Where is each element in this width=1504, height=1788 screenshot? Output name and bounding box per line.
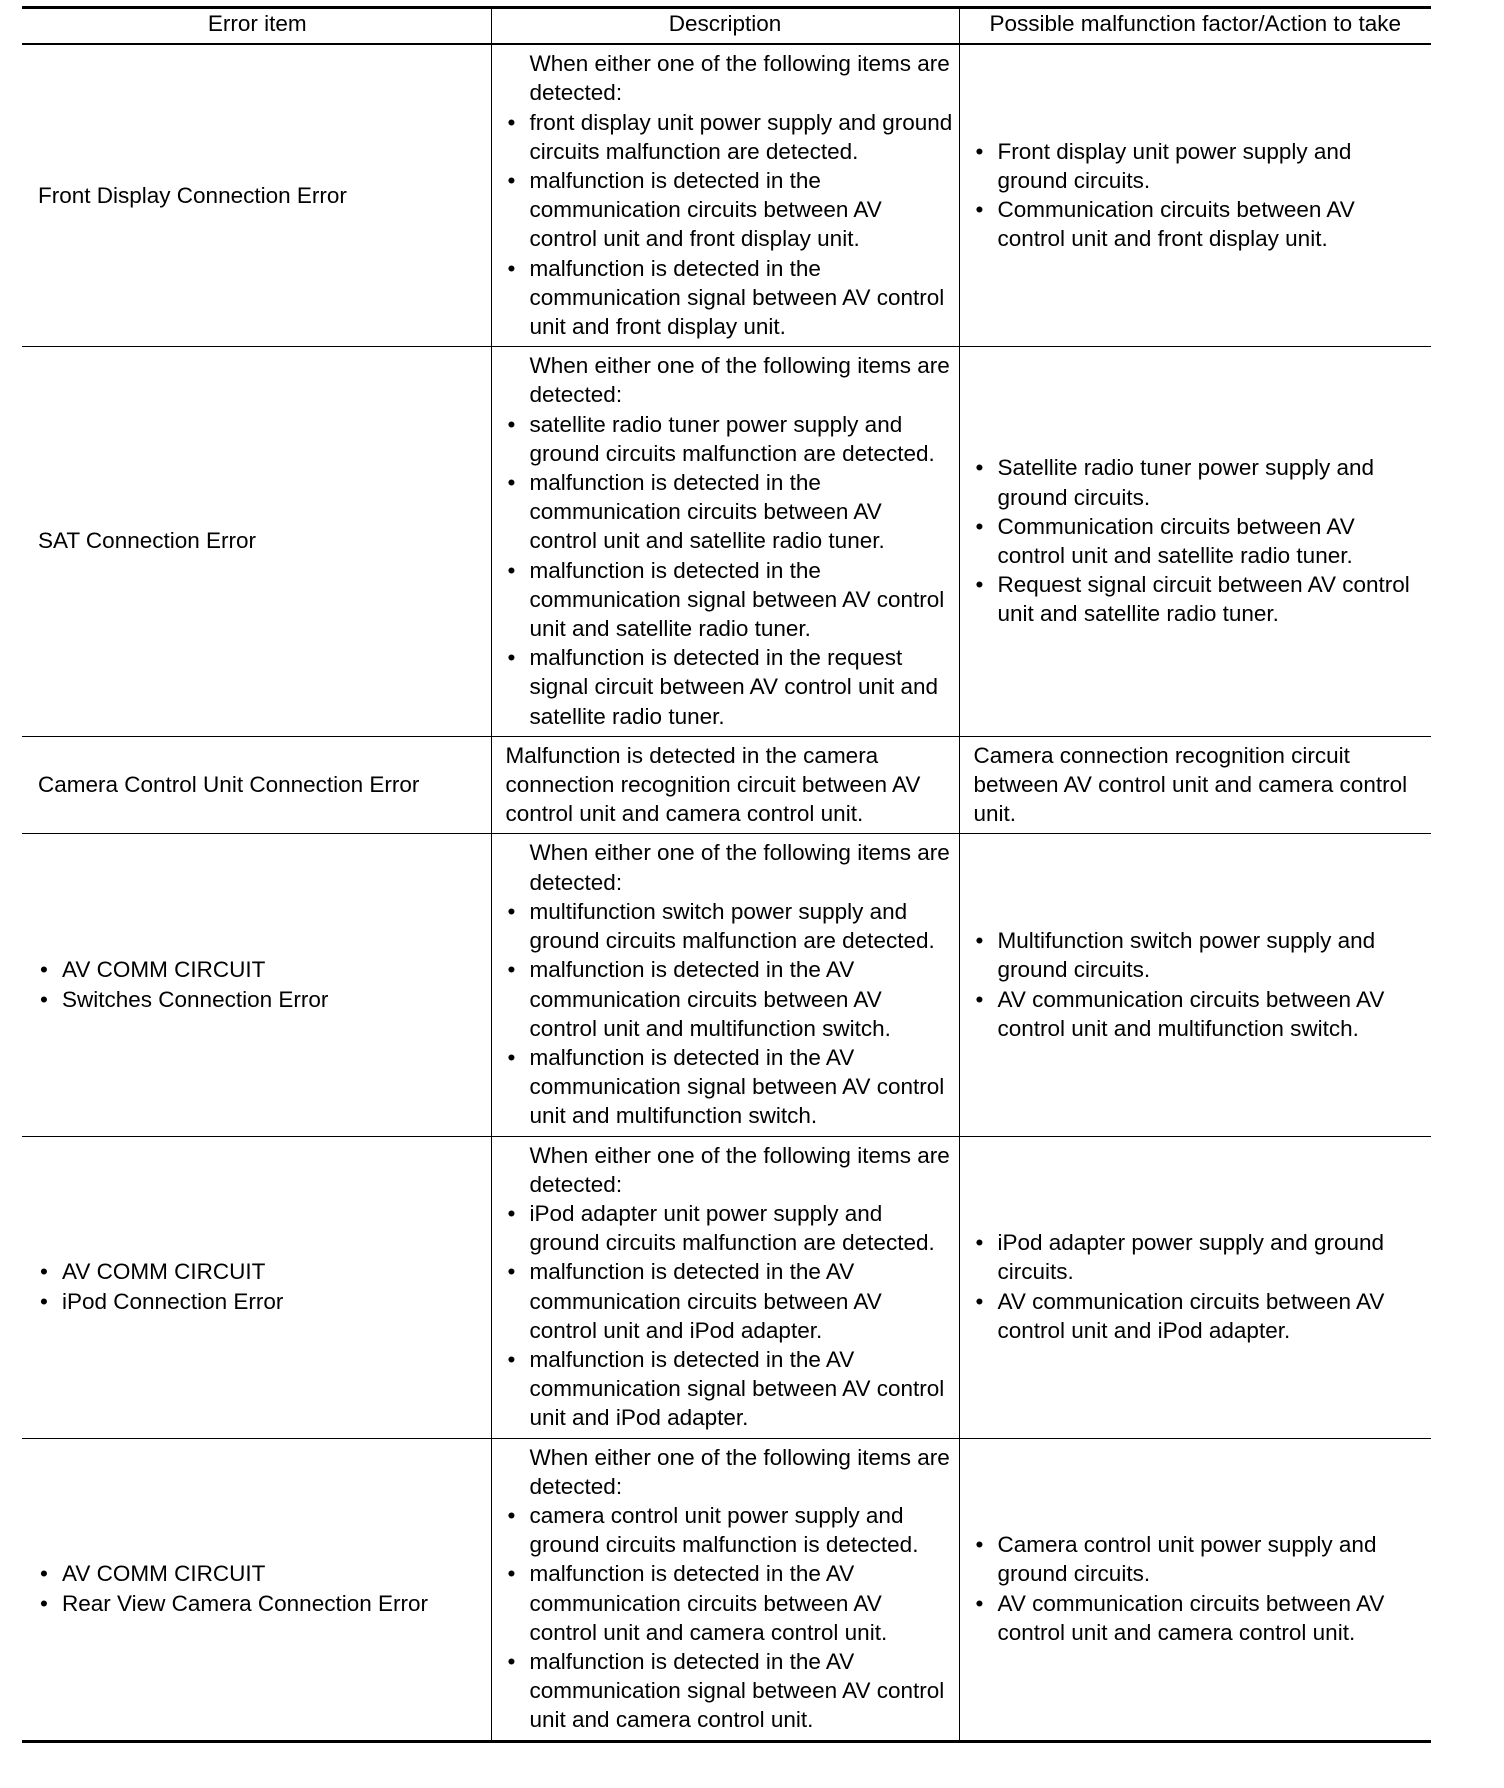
error-item-table bbox=[22, 6, 1431, 1743]
description-lead: When either one of the following items are detected: bbox=[529, 51, 950, 106]
factor-cell bbox=[959, 1136, 1431, 1438]
description-lead: When either one of the following items are detected: bbox=[529, 1142, 950, 1197]
description-lead: When either one of the following items are detected: bbox=[529, 1444, 950, 1499]
table-header-row bbox=[22, 8, 1431, 45]
description-item: • malfunction is detected in the communication circuits between AV control unit and front display unit. bbox=[506, 166, 953, 254]
header-malfunction-factor: Possible malfunction factor/Action to take bbox=[959, 8, 1431, 45]
description-cell bbox=[491, 1136, 959, 1438]
header-error-item: Error item bbox=[22, 8, 491, 45]
factor-list bbox=[974, 137, 1418, 254]
factor-item: • Communication circuits between AV control unit and front display unit. bbox=[974, 195, 1418, 253]
error-item-entry: • iPod Connection Error bbox=[38, 1287, 477, 1316]
description-list bbox=[506, 108, 953, 342]
description-item: • camera control unit power supply and ground circuits malfunction is detected. bbox=[506, 1501, 953, 1559]
factor-text: Camera connection recognition circuit between AV control unit and camera control unit. bbox=[973, 742, 1408, 827]
factor-item: • AV communication circuits between AV control unit and camera control unit. bbox=[974, 1589, 1418, 1647]
description-item: • malfunction is detected in the AV communication circuits between AV control unit and camera control unit. bbox=[506, 1559, 953, 1647]
description-cell bbox=[491, 834, 959, 1136]
error-item-cell bbox=[22, 347, 491, 737]
factor-list bbox=[974, 1530, 1418, 1647]
description-text: Malfunction is detected in the camera connection recognition circuit between AV control unit and camera control unit. bbox=[505, 742, 921, 827]
description-item: • front display unit power supply and ground circuits malfunction are detected. bbox=[506, 108, 953, 166]
description-cell bbox=[491, 347, 959, 737]
error-item-entry: • AV COMM CIRCUIT bbox=[38, 955, 477, 984]
factor-cell bbox=[959, 1438, 1431, 1741]
description-lead: When either one of the following items are detected: bbox=[529, 353, 950, 408]
error-item-cell bbox=[22, 1438, 491, 1741]
description-item: • malfunction is detected in the AV communication circuits between AV control unit and multifunction switch. bbox=[506, 955, 953, 1043]
table-row bbox=[22, 1136, 1431, 1438]
error-item-list bbox=[38, 1559, 477, 1617]
factor-cell bbox=[959, 347, 1431, 737]
factor-item: • Camera control unit power supply and ground circuits. bbox=[974, 1530, 1418, 1588]
description-item: • malfunction is detected in the AV communication circuits between AV control unit and iPod adapter. bbox=[506, 1257, 953, 1345]
factor-item: • Multifunction switch power supply and ground circuits. bbox=[974, 926, 1418, 984]
description-lead: When either one of the following items are detected: bbox=[529, 840, 950, 895]
description-item: • satellite radio tuner power supply and ground circuits malfunction are detected. bbox=[506, 410, 953, 468]
factor-list bbox=[974, 453, 1418, 628]
description-item: • iPod adapter unit power supply and ground circuits malfunction are detected. bbox=[506, 1199, 953, 1257]
description-list bbox=[506, 1501, 953, 1735]
description-item: • malfunction is detected in the communication signal between AV control unit and front display unit. bbox=[506, 254, 953, 342]
factor-item: • Satellite radio tuner power supply and ground circuits. bbox=[974, 453, 1418, 511]
error-item-text: Front Display Connection Error bbox=[38, 182, 347, 208]
error-item-cell bbox=[22, 834, 491, 1136]
table-row bbox=[22, 834, 1431, 1136]
table-row bbox=[22, 1438, 1431, 1741]
description-item: • malfunction is detected in the communication signal between AV control unit and satellite radio tuner. bbox=[506, 556, 953, 644]
factor-cell bbox=[959, 44, 1431, 347]
description-cell bbox=[491, 736, 959, 834]
factor-item: • AV communication circuits between AV control unit and iPod adapter. bbox=[974, 1287, 1418, 1345]
error-item-entry: • Switches Connection Error bbox=[38, 985, 477, 1014]
factor-item: • iPod adapter power supply and ground circuits. bbox=[974, 1228, 1418, 1286]
description-list bbox=[506, 1199, 953, 1433]
description-cell bbox=[491, 44, 959, 347]
factor-item: • AV communication circuits between AV control unit and multifunction switch. bbox=[974, 985, 1418, 1043]
table-row bbox=[22, 44, 1431, 347]
factor-cell bbox=[959, 834, 1431, 1136]
factor-list bbox=[974, 1228, 1418, 1345]
error-item-list bbox=[38, 1257, 477, 1315]
error-item-list bbox=[38, 955, 477, 1013]
description-item: • malfunction is detected in the communication circuits between AV control unit and satellite radio tuner. bbox=[506, 468, 953, 556]
factor-item: • Communication circuits between AV control unit and satellite radio tuner. bbox=[974, 512, 1418, 570]
factor-item: • Front display unit power supply and ground circuits. bbox=[974, 137, 1418, 195]
error-item-entry: • Rear View Camera Connection Error bbox=[38, 1589, 477, 1618]
error-item-entry: • AV COMM CIRCUIT bbox=[38, 1257, 477, 1286]
error-item-text: Camera Control Unit Connection Error bbox=[38, 772, 420, 798]
description-item: • malfunction is detected in the AV communication signal between AV control unit and multifunction switch. bbox=[506, 1043, 953, 1131]
description-item: • malfunction is detected in the AV communication signal between AV control unit and camera control unit. bbox=[506, 1647, 953, 1735]
error-item-entry: • AV COMM CIRCUIT bbox=[38, 1559, 477, 1588]
factor-cell bbox=[959, 736, 1431, 834]
table-row bbox=[22, 347, 1431, 737]
header-description: Description bbox=[491, 8, 959, 45]
error-item-cell bbox=[22, 44, 491, 347]
factor-item: • Request signal circuit between AV control unit and satellite radio tuner. bbox=[974, 570, 1418, 628]
table-row bbox=[22, 736, 1431, 834]
description-cell bbox=[491, 1438, 959, 1741]
description-list bbox=[506, 897, 953, 1131]
description-item: • malfunction is detected in the request signal circuit between AV control unit and satellite radio tuner. bbox=[506, 643, 953, 731]
description-list bbox=[506, 410, 953, 731]
error-item-cell bbox=[22, 736, 491, 834]
error-item-cell bbox=[22, 1136, 491, 1438]
description-item: • multifunction switch power supply and ground circuits malfunction are detected. bbox=[506, 897, 953, 955]
error-item-text: SAT Connection Error bbox=[38, 528, 257, 554]
factor-list bbox=[974, 926, 1418, 1043]
description-item: • malfunction is detected in the AV communication signal between AV control unit and iPod adapter. bbox=[506, 1345, 953, 1433]
